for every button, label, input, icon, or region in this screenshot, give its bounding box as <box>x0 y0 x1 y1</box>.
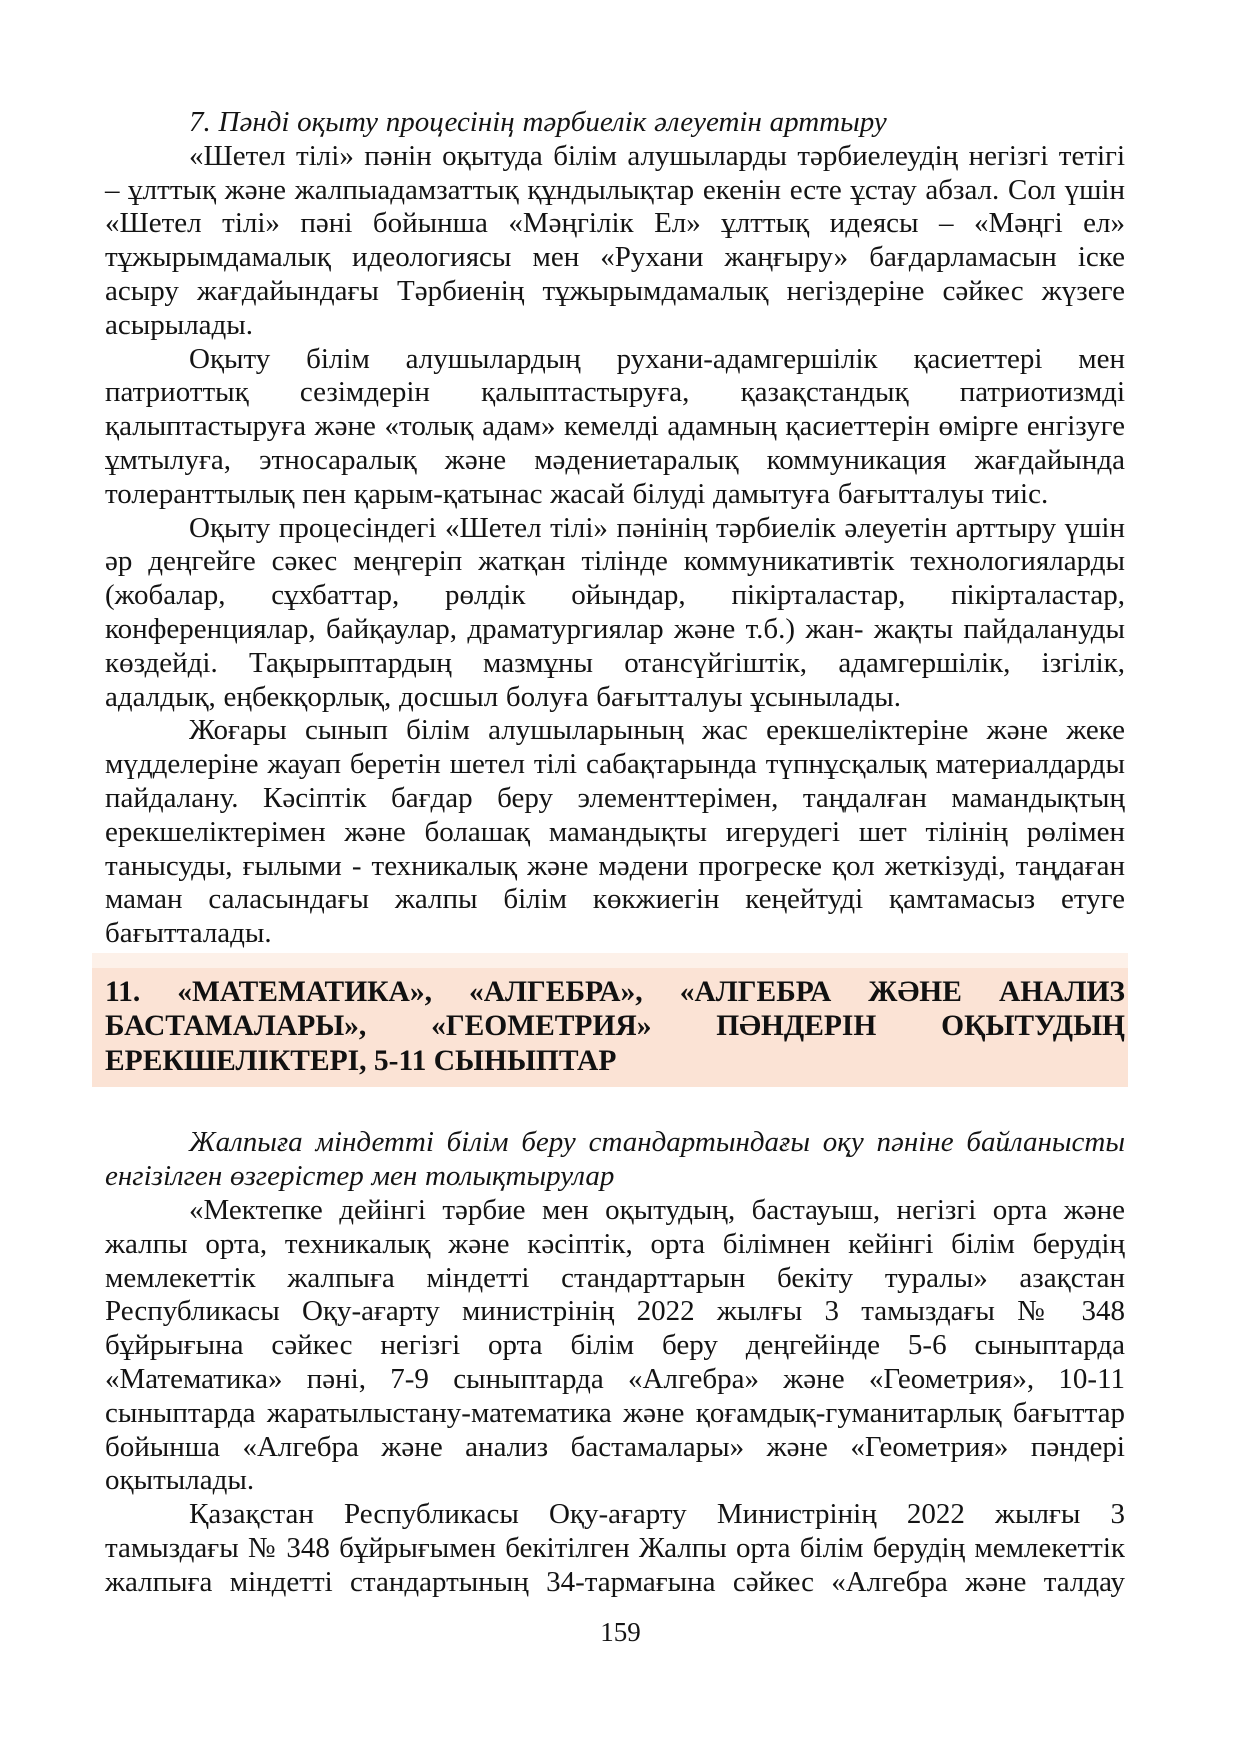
section-11-heading: 11. «МАТЕМАТИКА», «АЛГЕБРА», «АЛГЕБРА ЖӘНЕ АНАЛИЗ БАСТАМАЛАРЫ», «ГЕОМЕТРИЯ» ПӘНДЕРІН ОҚЫТУДЫҢ ЕРЕКШЕЛІКТЕРІ, 5-11 СЫНЫПТАР <box>92 968 1128 1088</box>
subsection-heading-zhalpyga: Жалпыға міндетті білім беру стандартындағы оқу пәніне байланысты енгізілген өзгерістер мен толықтырулар <box>105 1126 1125 1193</box>
subsection-heading-7: 7. Пәнді оқыту процесінің тәрбиелік әлеуетін арттыру <box>189 106 887 138</box>
paragraph-okytu-procesi: Оқыту процесіндегі «Шетел тілі» пәнінің тәрбиелік әлеуетін арттыру үшін әр деңгейге сәкес меңгеріп жатқан тілінде коммуникативтік технологияларды (жобалар, сұхбаттар, рөлдік ойындар, пікірталастар, пікірталастар, конференциялар, байқаулар, драматургиялар және т.б.) жан- жақты пайдалануды көздейді. Тақырыптардың мазмұны отансүйгіштік, адамгершілік, ізгілік, адалдық, еңбекқорлық, досшыл болуға бағытталуы ұсынылады. <box>105 511 1125 713</box>
paragraph-okytu-bilim: Оқыту білім алушылардың рухани-адамгершілік қасиеттері мен патриоттық сезімдерін қалыптастыруға, қазақстандық патриотизмді қалыптастыруға және «толық адам» кемелді адамның қасиеттерін өмірге енгізуге ұмтылуға, этносаралық және мәдениетаралық коммуникация жағдайында толеранттылық пен қарым-қатынас жасай білуді дамытуға бағытталуы тиіс. <box>105 342 1125 510</box>
highlight-strip <box>92 953 1128 968</box>
paragraph-kazakstan-respublikasy: Қазақстан Республикасы Оқу-ағарту Министрінің 2022 жылғы 3 тамыздағы № 348 бұйрығымен бекітілген Жалпы орта білім берудің мемлекеттік жалпыға міндетті стандартының 34-тармағына сәйкес «Алгебра және талдау <box>105 1498 1125 1598</box>
paragraph-shetel-tili-1: «Шетел тілі» пәнін оқытуда білім алушыларды тәрбиелеудің негізгі тетігі – ұлттық және жалпыадамзаттық құндылықтар екенін есте ұстау абзал. Сол үшін «Шетел тілі» пәні бойынша «Мәңгілік Ел» ұлттық идеясы – «Мәңгі ел» тұжырымдамалық идеологиясы мен «Рухани жаңғыру» бағдарламасын іске асыру жағдайындағы Тәрбиенің тұжырымдамалық негіздеріне сәйкес жүзеге асырылады. <box>105 139 1125 341</box>
page-number: 159 <box>600 1617 641 1647</box>
paragraph-mektepke-deyingi: «Мектепке дейінгі тәрбие мен оқытудың, бастауыш, негізгі орта және жалпы орта, техникалық және кәсіптік, орта білімнен кейінгі білім берудің мемлекеттік жалпыға міндетті стандарттарын бекіту туралы» азақстан Республикасы Оқу-ағарту министрінің 2022 жылғы 3 тамыздағы № 348 бұйрығына сәйкес негізгі орта білім беру деңгейінде 5-6 сыныптарда «Математика» пәні, 7-9 сыныптарда «Алгебра» және «Геометрия», 10-11 сыныптарда жаратылыстану-математика және қоғамдық-гуманитарлық бағыттар бойынша «Алгебра және анализ бастамалары» және «Геометрия» пәндері оқытылады. <box>105 1194 1125 1497</box>
document-body <box>105 106 1125 1600</box>
paragraph-zhogary-synyp: Жоғары сынып білім алушыларының жас ерекшеліктеріне және жеке мүдделеріне жауап беретін шетел тілі сабақтарында түпнұсқалық материалдарды пайдалану. Кәсіптік бағдар беру элементтерімен, таңдалған мамандықтың ерекшеліктерімен және болашақ мамандықты игерудегі шет тілінің рөлімен танысуды, ғылыми - техникалық және мәдени прогреске қол жеткізуді, таңдаған маман саласындағы жалпы білім көкжиегін кеңейтуді қамтамасыз етуге бағытталады. <box>105 714 1125 950</box>
